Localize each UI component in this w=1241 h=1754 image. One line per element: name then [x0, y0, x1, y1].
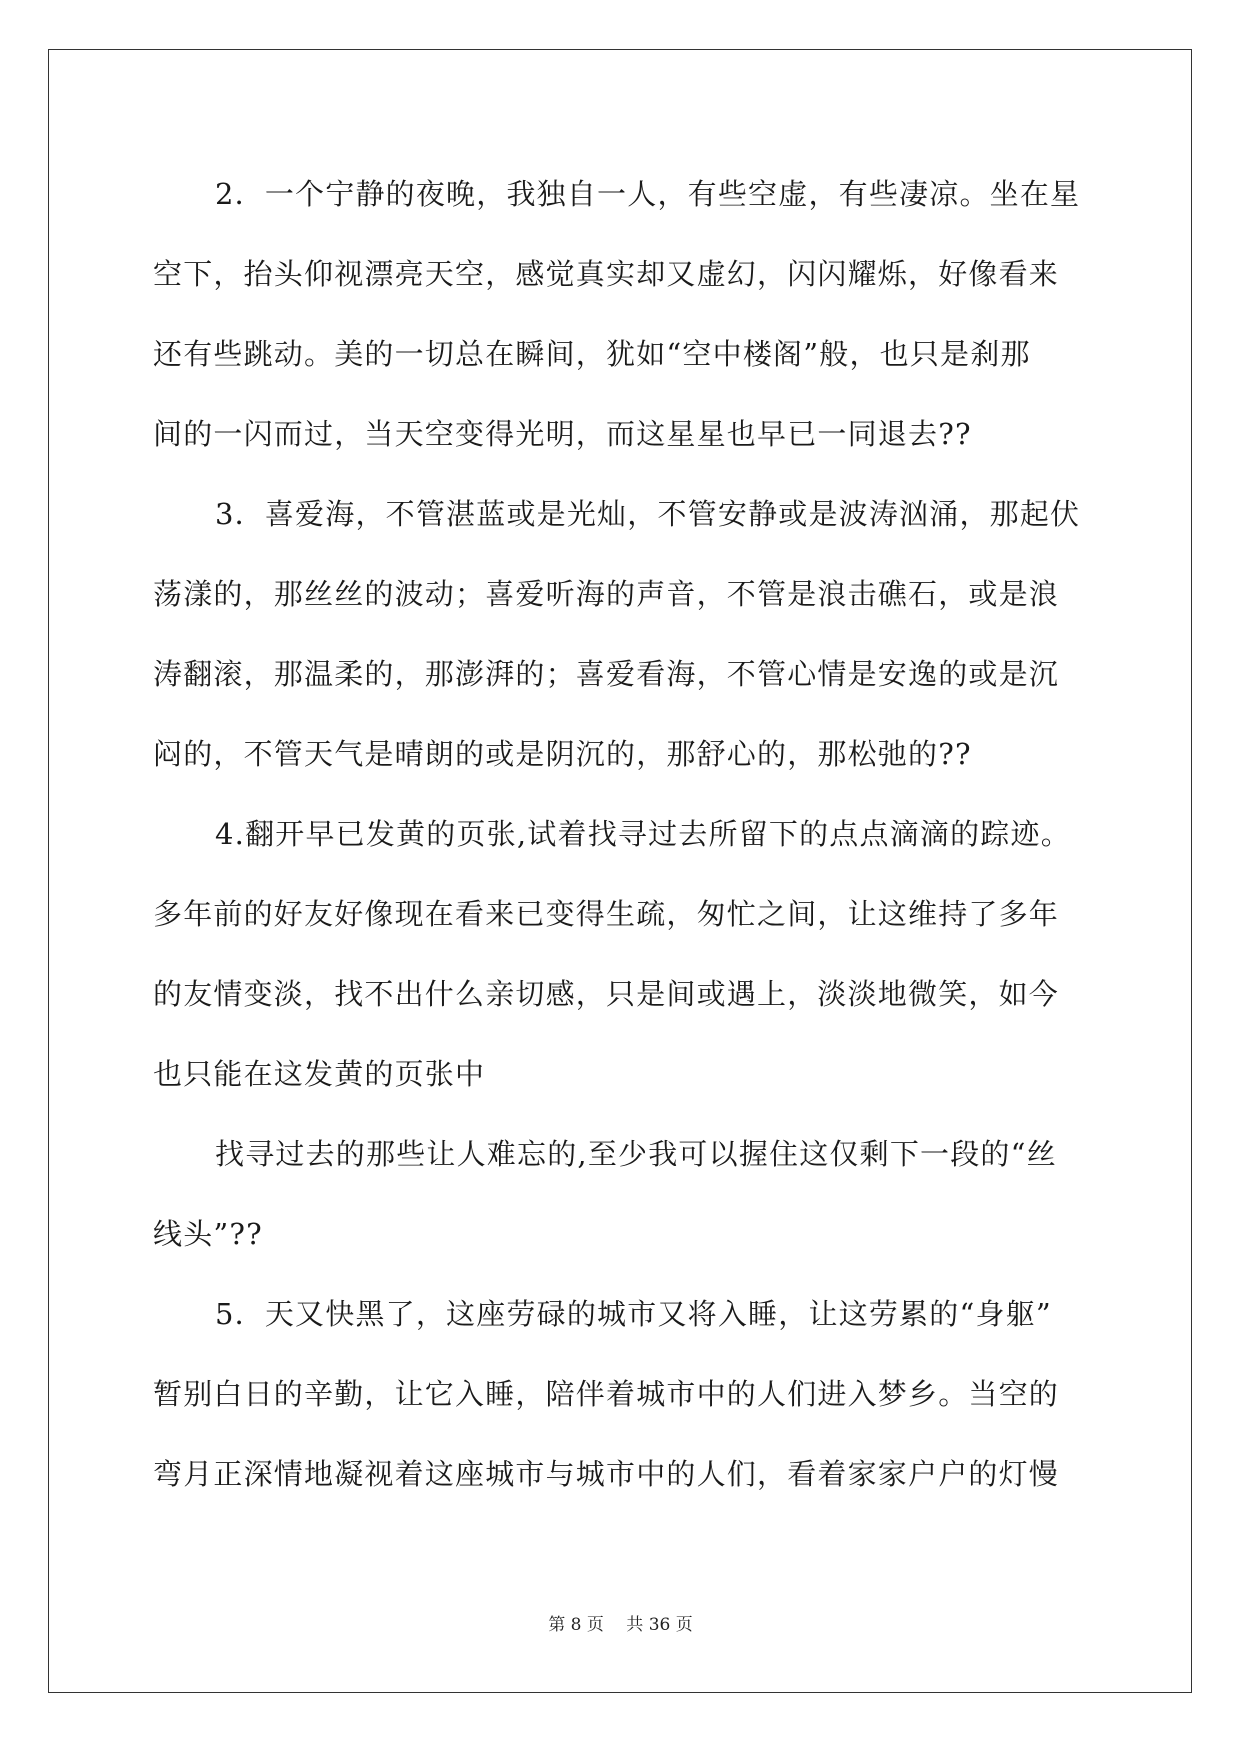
- text-line: 还有些跳动。美的一切总在瞬间，犹如“空中楼阁”般，也只是刹那: [153, 337, 1031, 371]
- text-line: 弯月正深情地凝视着这座城市与城市中的人们，看着家家户户的灯慢: [153, 1457, 1060, 1491]
- text-line: 空下，抬头仰视漂亮天空，感觉真实却又虚幻，闪闪耀烁，好像看来: [153, 257, 1060, 291]
- text-line: 找寻过去的那些让人难忘的,至少我可以握住这仅剩下一段的“丝: [215, 1137, 1057, 1171]
- text-line: 也只能在这发黄的页张中: [153, 1057, 486, 1091]
- text-line: 涛翻滚，那温柔的，那澎湃的；喜爱看海，不管心情是安逸的或是沉: [153, 657, 1060, 691]
- document-body: [153, 154, 1093, 1514]
- text-line: 闷的，不管天气是晴朗的或是阴沉的，那舒心的，那松弛的??: [153, 737, 972, 771]
- text-line: 暂别白日的辛勤，让它入睡，陪伴着城市中的人们进入梦乡。当空的: [153, 1377, 1060, 1411]
- text-line: 间的一闪而过，当天空变得光明，而这星星也早已一同退去??: [153, 417, 972, 451]
- page-number: 第 8 页 共 36 页: [548, 1615, 693, 1635]
- text-line: 3．喜爱海，不管湛蓝或是光灿，不管安静或是波涛汹涌，那起伏: [215, 497, 1081, 531]
- text-line: 的友情变淡，找不出什么亲切感，只是间或遇上，淡淡地微笑，如今: [153, 977, 1060, 1011]
- text-line: 4.翻开早已发黄的页张,试着找寻过去所留下的点点滴滴的踪迹。: [215, 817, 1071, 851]
- text-line: 多年前的好友好像现在看来已变得生疏，匆忙之间，让这维持了多年: [153, 897, 1060, 931]
- text-line: 2．一个宁静的夜晚，我独自一人，有些空虚，有些凄凉。坐在星: [215, 177, 1081, 211]
- text-line: 5．天又快黑了，这座劳碌的城市又将入睡，让这劳累的“身躯”: [215, 1297, 1052, 1331]
- text-line: 荡漾的，那丝丝的波动；喜爱听海的声音，不管是浪击礁石，或是浪: [153, 577, 1060, 611]
- text-line: 线头”??: [153, 1217, 263, 1251]
